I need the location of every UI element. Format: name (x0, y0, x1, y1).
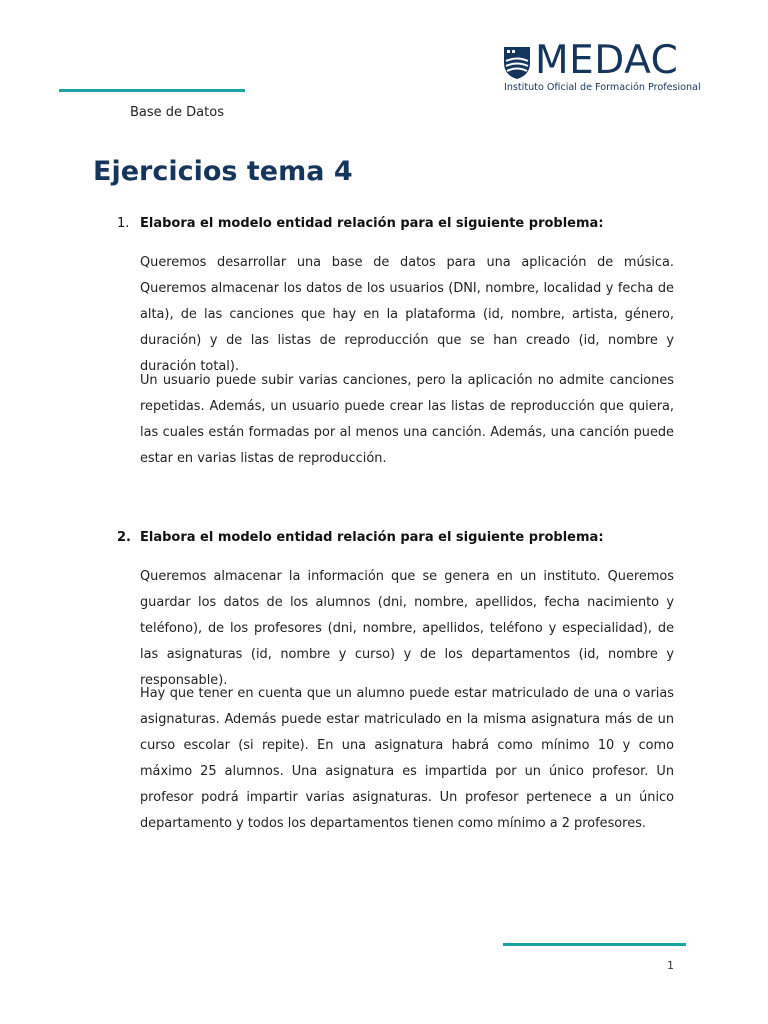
logo-wordmark: MEDAC (535, 38, 679, 83)
header-accent-rule (59, 89, 245, 92)
footer-accent-rule (503, 943, 686, 946)
exercise-2-paragraph-2: Hay que tener en cuenta que un alumno puede estar matriculado de una o varias asignaturas. Además puede estar matriculado en la misma asignatura más de un curso escolar (si repite). En una asignatura habrá como mínimo 10 y como máximo 25 alumnos. Una asignatura es impartida por un único profesor. Un profesor podrá impartir varias asignaturas. Un profesor pertenece a un único departamento y todos los departamentos tienen como mínimo a 2 profesores. (140, 686, 674, 831)
exercise-1-number: 1. (117, 216, 130, 231)
exercise-2-number: 2. (117, 530, 131, 545)
logo-tagline: Instituto Oficial de Formación Profesional (504, 82, 701, 93)
header-subject: Base de Datos (130, 105, 224, 120)
page-title: Ejercicios tema 4 (93, 156, 353, 187)
exercise-2-paragraph-1: Queremos almacenar la información que se genera en un instituto. Queremos guardar los datos de los alumnos (dni, nombre, apellidos, fecha nacimiento y teléfono), de los profesores (dni, nombre, apellidos, teléfono y especialidad), de las asignaturas (id, nombre y curso) y de los departamentos (id, nombre y responsable). (140, 569, 674, 688)
medac-logo (503, 38, 701, 94)
shield-logo-icon (503, 46, 531, 80)
exercise-1-paragraph-2: Un usuario puede subir varias canciones, pero la aplicación no admite canciones repetidas. Además, un usuario puede crear las listas de reproducción que quiera, las cuales están formadas por al menos una canción. Además, una canción puede estar en varias listas de reproducción. (140, 373, 674, 466)
exercise-1-heading: Elabora el modelo entidad relación para el siguiente problema: (140, 216, 604, 231)
exercise-1-paragraph-1: Queremos desarrollar una base de datos para una aplicación de música. Queremos almacenar los datos de los usuarios (DNI, nombre, localidad y fecha de alta), de las canciones que hay en la plataforma (id, nombre, artista, género, duración) y de las listas de reproducción que se han creado (id, nombre y duración total). (140, 255, 674, 374)
page-number: 1 (667, 959, 674, 972)
exercise-2-heading: Elabora el modelo entidad relación para el siguiente problema: (140, 530, 604, 545)
